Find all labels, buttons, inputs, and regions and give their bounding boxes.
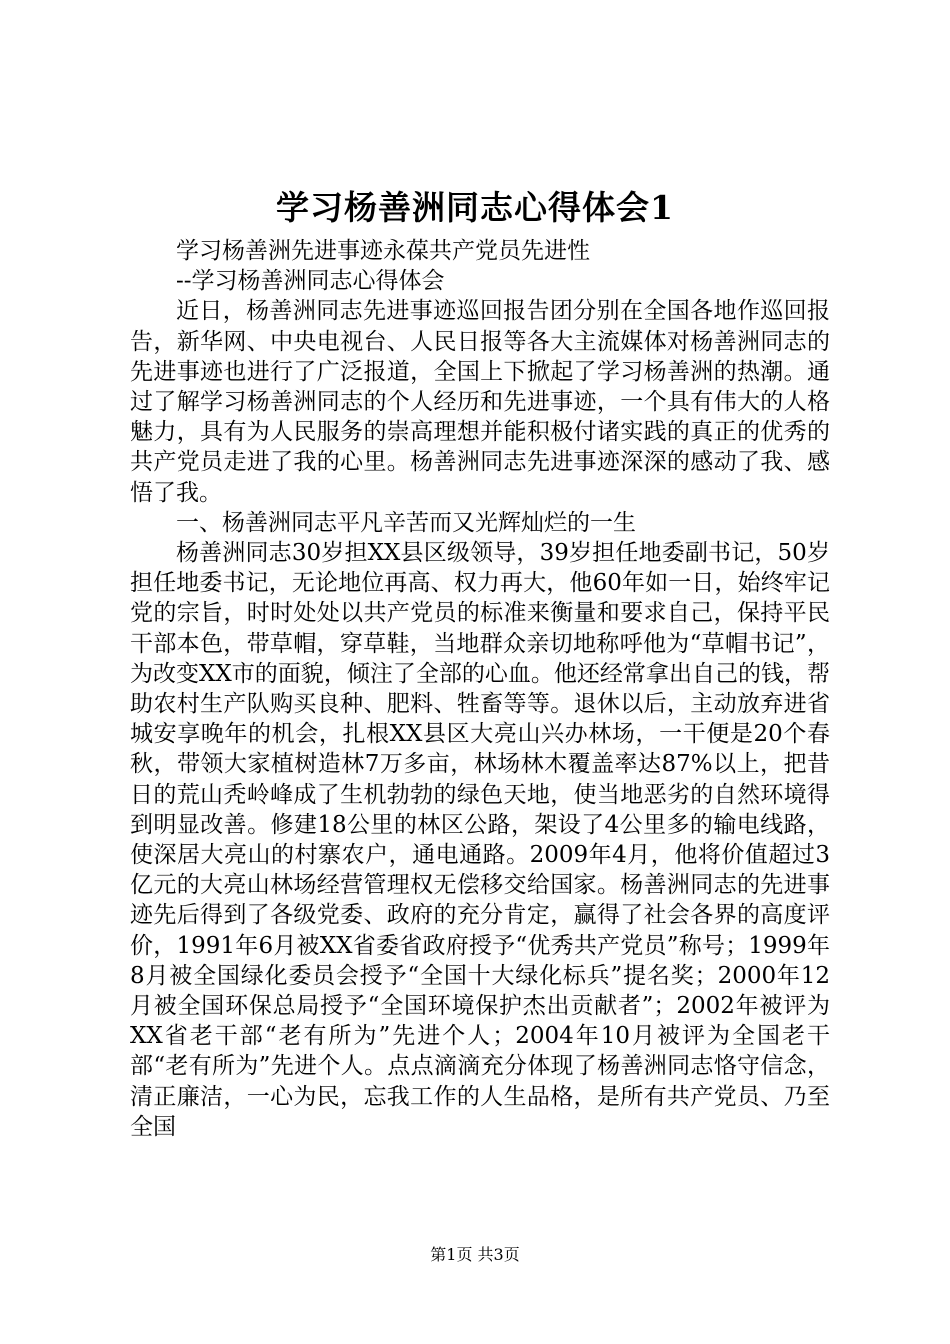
document-body (130, 236, 830, 1142)
body-paragraph: 近日，杨善洲同志先进事迹巡回报告团分别在全国各地作巡回报告，新华网、中央电视台、人民日报等各大主流媒体对杨善洲同志的先进事迹也进行了广泛报道，全国上下掀起了学习杨善洲的热潮。通过了解学习杨善洲同志的个人经历和先进事迹，一个具有伟大的人格魅力，具有为人民服务的崇高理想并能积极付诸实践的真正的优秀的共产党员走进了我的心里。杨善洲同志先进事迹深深的感动了我、感悟了我。 (130, 298, 830, 506)
body-paragraph: 杨善洲同志30岁担XX县区级领导，39岁担任地委副书记，50岁担任地委书记，无论地位再高、权力再大，他60年如一日，始终牢记党的宗旨，时时处处以共产党员的标准来衡量和要求自己，保持平民干部本色，带草帽，穿草鞋，当地群众亲切地称呼他为“草帽书记”，为改变XX市的面貌，倾注了全部的心血。他还经常拿出自己的钱，帮助农村生产队购买良种、肥料、牲畜等等。退休以后，主动放弃进省城安享晚年的机会，扎根XX县区大亮山兴办林场，一干便是20个春秋，带领大家植树造林7万多亩，林场林木覆盖率达87%以上，把昔日的荒山秃岭峰成了生机勃勃的绿色天地，使当地恶劣的自然环境得到明显改善。修建18公里的林区公路，架设了4公里多的输电线路，使深居大亮山的村寨农户，通电通路。2009年4月，他将价值超过3亿元的大亮山林场经营管理权无偿移交给国家。杨善洲同志的先进事迹先后得到了各级党委、政府的充分肯定，赢得了社会各界的高度评价，1991年6月被XX省委省政府授予“优秀共产党员”称号；1999年8月被全国绿化委员会授予“全国十大绿化标兵”提名奖；2000年12月被全国环保总局授予“全国环境保护杰出贡献者”；2002年被评为XX省老干部“老有所为”先进个人；2004年10月被评为全国老干部“老有所为”先进个人。点点滴滴充分体现了杨善洲同志恪守信念，清正廉洁，一心为民，忘我工作的人生品格，是所有共产党员、乃至全国 (130, 540, 830, 1140)
page-footer: 第1页 共3页 (430, 1245, 520, 1264)
section-heading: 一、杨善洲同志平凡辛苦而又光辉灿烂的一生 (176, 509, 636, 536)
subtitle-line: 学习杨善洲先进事迹永葆共产党员先进性 (176, 238, 590, 264)
document-title: 学习杨善洲同志心得体会1 (276, 188, 674, 227)
subtitle-line: --学习杨善洲同志心得体会 (176, 268, 445, 295)
